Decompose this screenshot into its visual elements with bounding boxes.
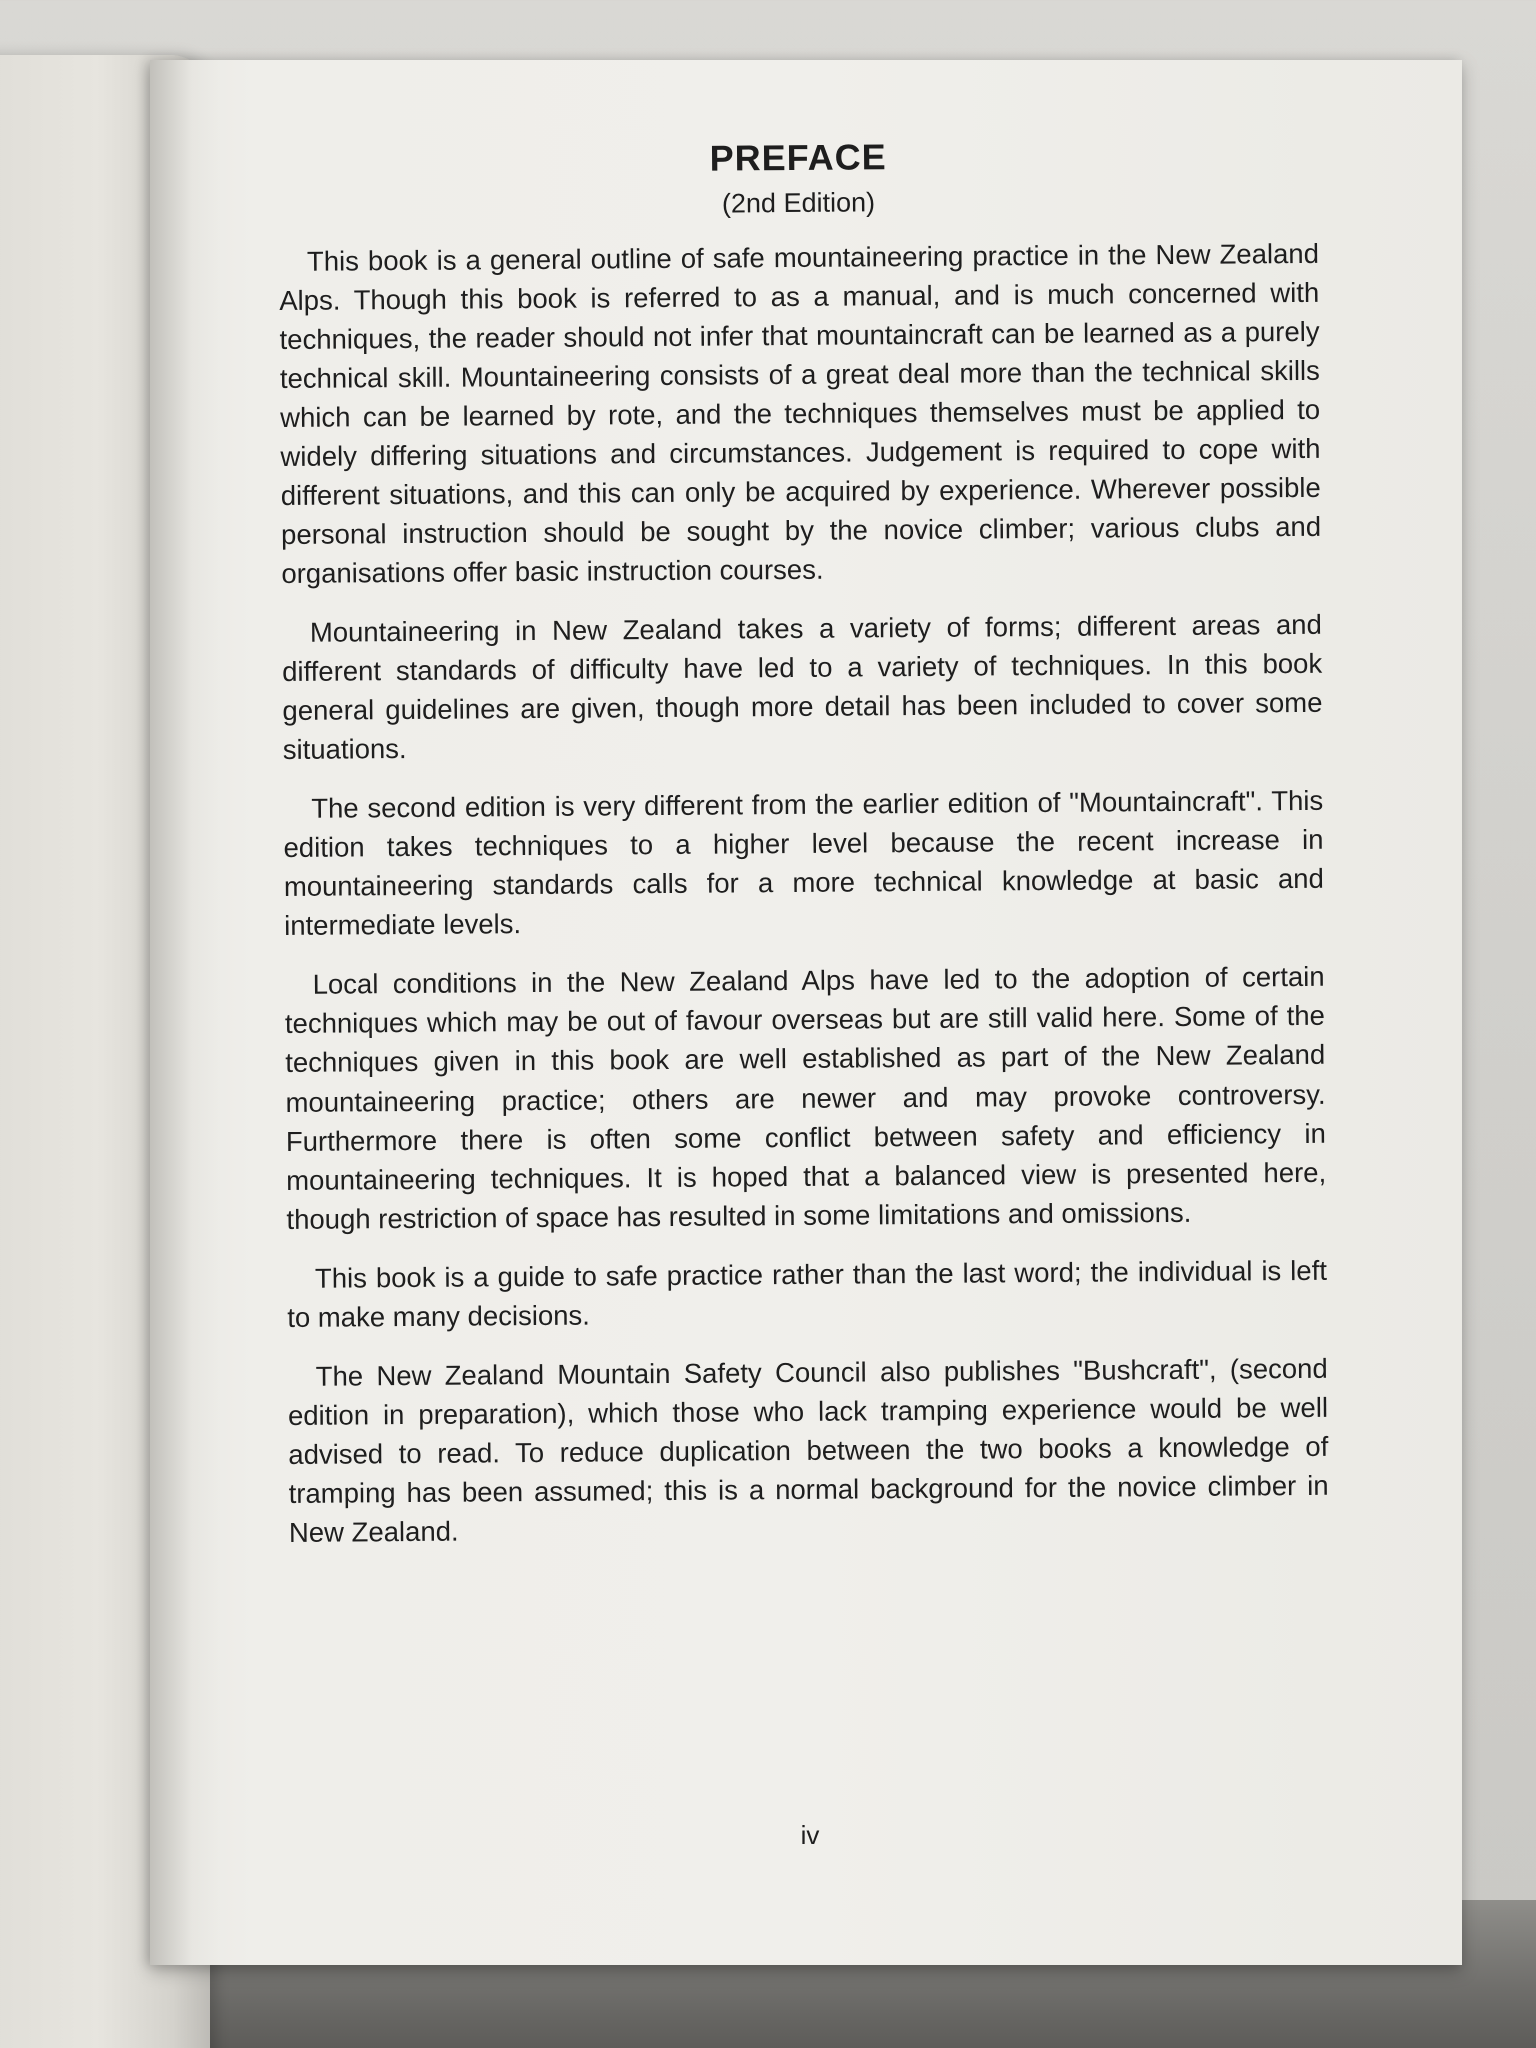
paragraph-4: Local conditions in the New Zealand Alps have led to the adoption of certain techniques which may be out of favour overseas but are still valid here. Some of the techniques given in this book are well established as part of the New Zealand mountaineering practice; others are newer and may provoke controversy. Furthermore there is often some conflict between safety and efficiency in mountaineering techniques. It is hoped that a balanced view is presented here, though restriction of space has resulted in some limitations and omissions. <box>284 961 1327 1235</box>
page-content <box>278 132 1329 1572</box>
paragraph-3: The second edition is very different from the earlier edition of "Mountaincraft". This edition takes techniques to a higher level because the recent increase in mountaineering standards calls for a more technical knowledge at basic and intermediate levels. <box>283 784 1324 942</box>
paragraph-5: This book is a guide to safe practice rather than the last word; the individual is left to make many decisions. <box>287 1254 1328 1333</box>
paragraph-1: This book is a general outline of safe mountaineering practice in the New Zealand Alps. Though this book is referred to as a manual, and is much concerned with techniques, the reader should not infer that mountaincraft can be learned as a purely technical skill. Mountaineering consists of a great deal more than the technical skills which can be learned by rote, and the techniques themselves must be applied to widely differing situations and circumstances. Judgement is required to cope with different situations, and this can only be acquired by experience. Wherever possible personal instruction should be sought by the novice climber; various clubs and organisations offer basic instruction courses. <box>279 237 1322 589</box>
page-number: iv <box>800 1820 820 1850</box>
book-gutter <box>150 60 220 1965</box>
paragraph-2: Mountaineering in New Zealand takes a variety of forms; different areas and different standards of difficulty have led to a variety of techniques. In this book general guidelines are given, though more detail has been included to cover some situations. <box>282 608 1323 766</box>
edition-subtitle: (2nd Edition) <box>721 187 876 219</box>
paragraph-6: The New Zealand Mountain Safety Council also publishes "Bushcraft", (second edition in preparation), which those who lack tramping experience would be well advised to read. To reduce duplication between the two books a knowledge of tramping has been assumed; this is a normal background for the novice climber in New Zealand. <box>287 1352 1329 1548</box>
page-title: PREFACE <box>709 136 887 179</box>
